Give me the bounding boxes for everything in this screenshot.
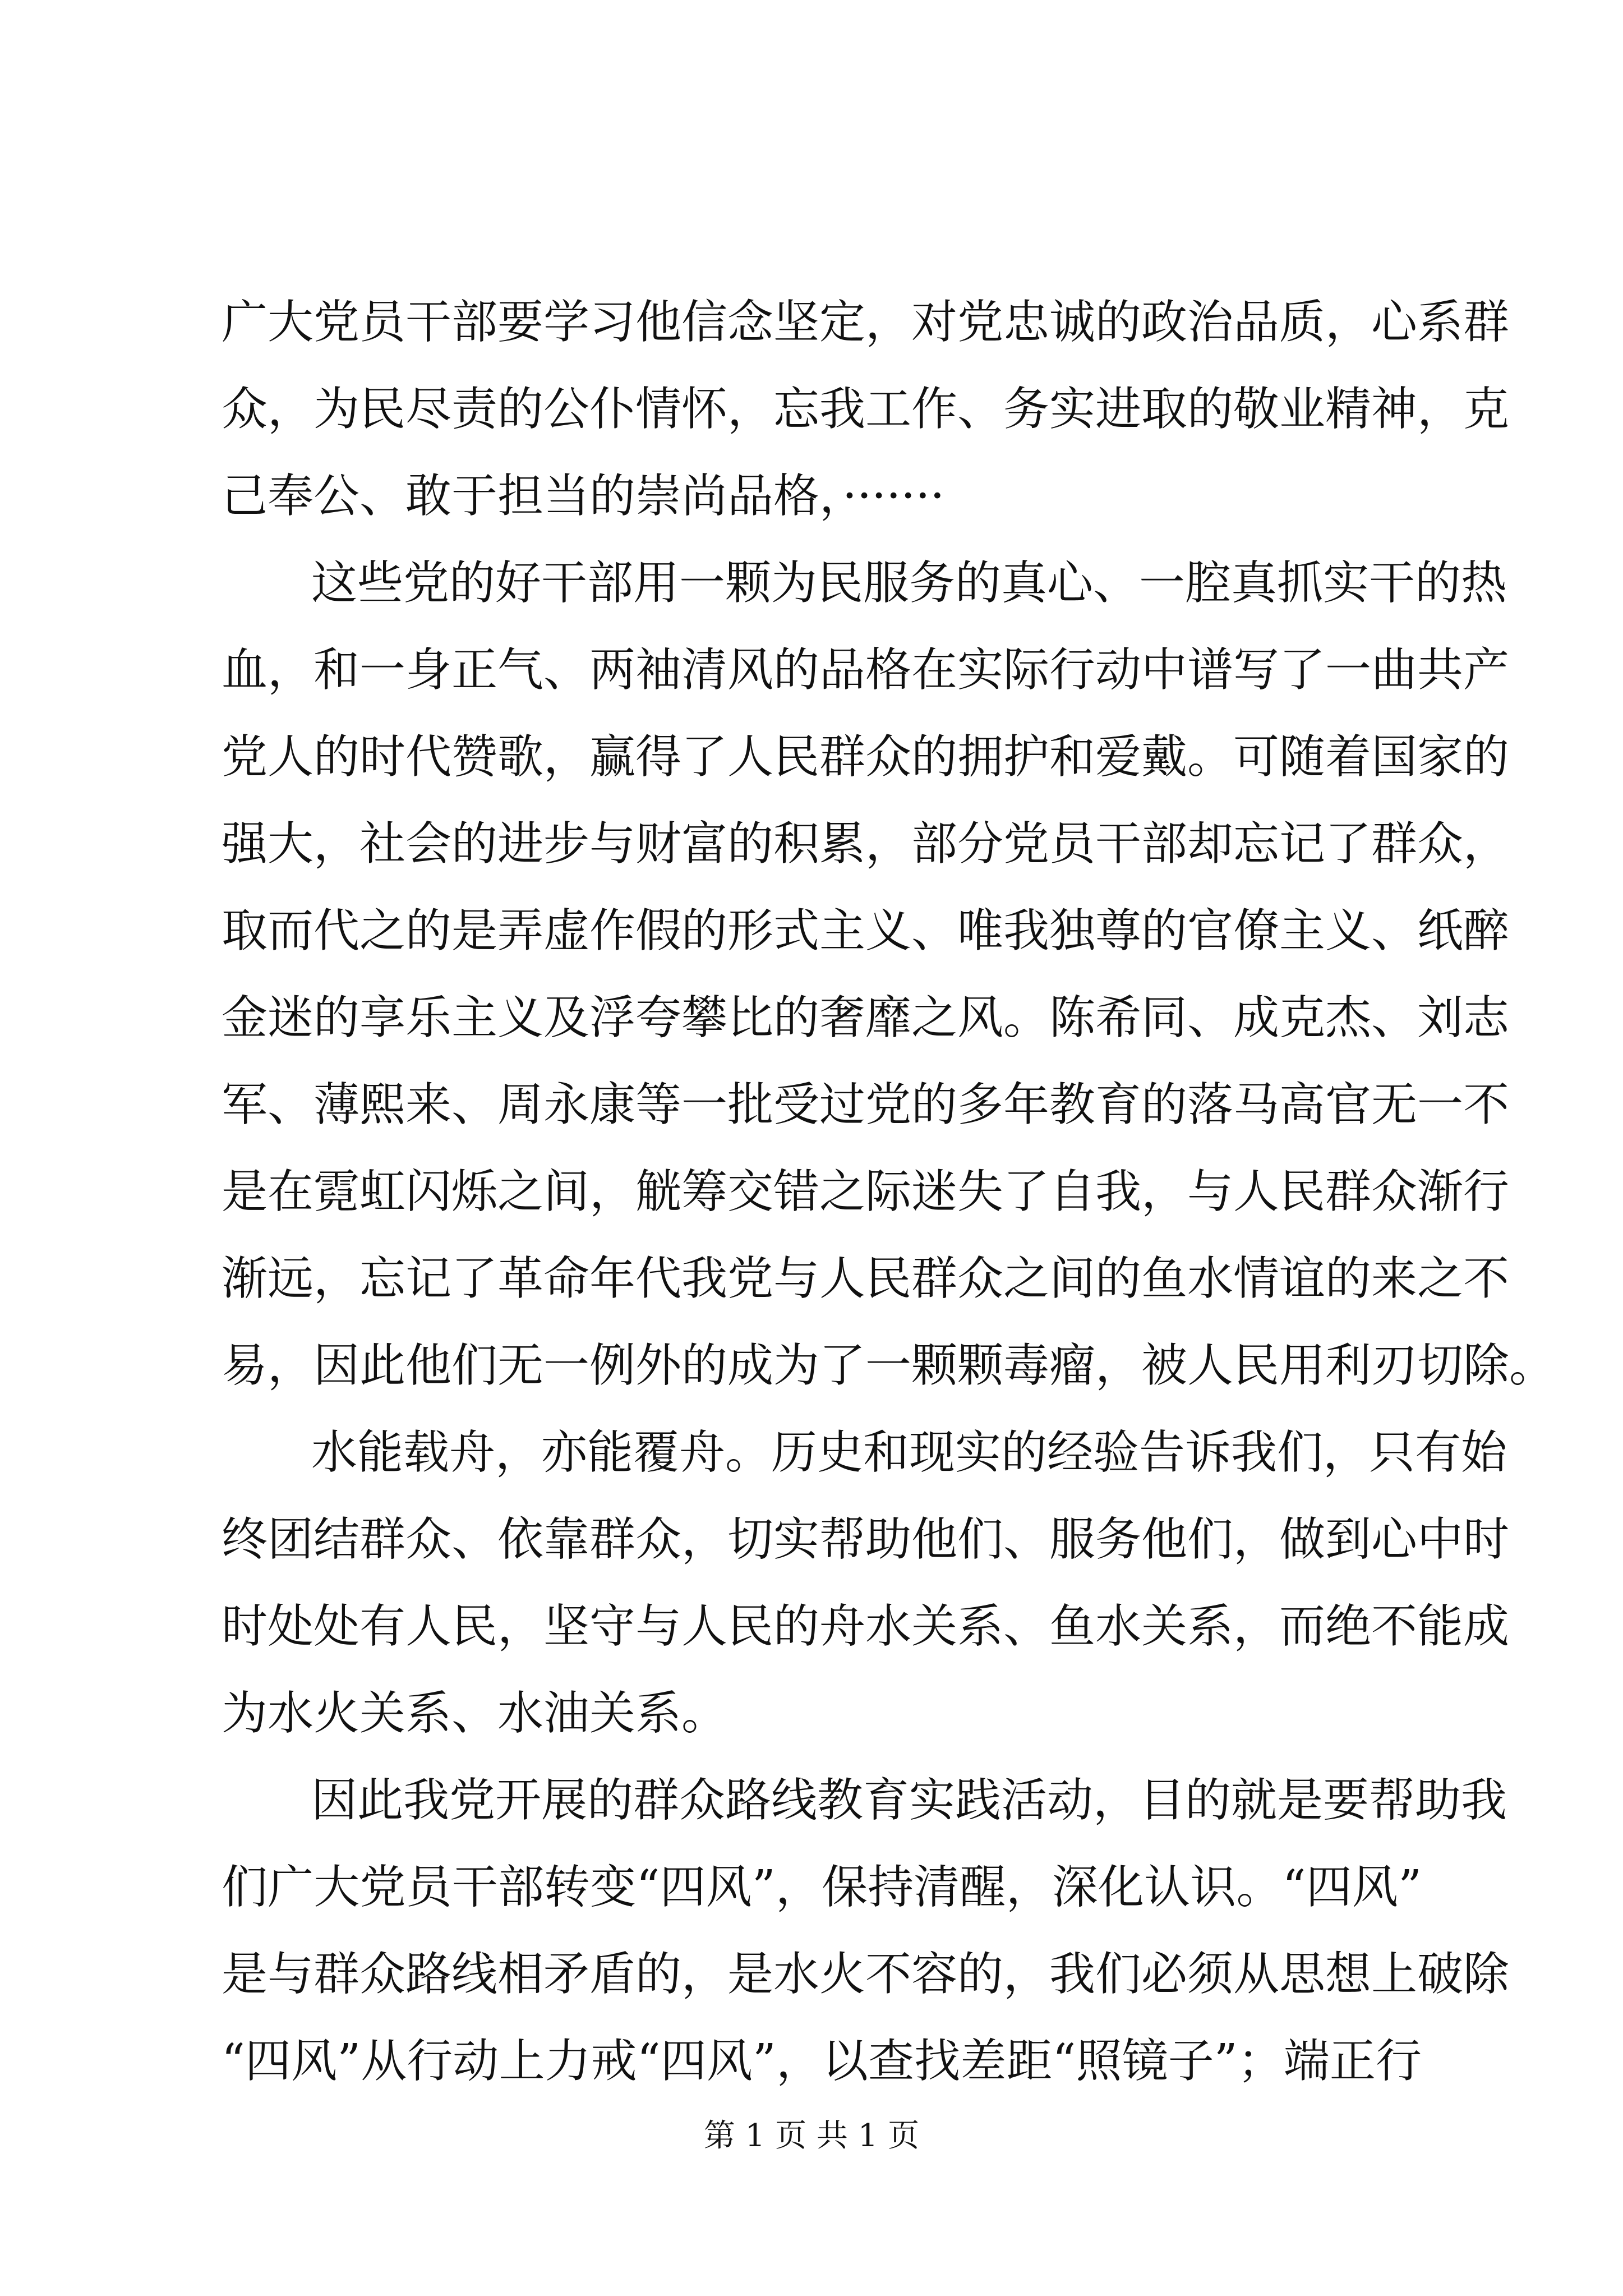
text-line: 们广大党员干部转变“四风”，保持清醒，深化认识。“四风”	[222, 1861, 1422, 1914]
text-line: 党人的时代赞歌，赢得了人民群众的拥护和爱戴。可随着国家的	[222, 730, 1510, 784]
text-line: 因此我党开展的群众路线教育实践活动，目的就是要帮助我	[311, 1774, 1507, 1827]
text-line: 取而代之的是弄虚作假的形式主义、唯我独尊的官僚主义、纸醉	[222, 904, 1510, 958]
text-line: 终团结群众、依靠群众，切实帮助他们、服务他们，做到心中时	[222, 1513, 1510, 1566]
text-line: 易，因此他们无一例外的成为了一颗颗毒瘤，被人民用利刃切除。	[222, 1339, 1556, 1392]
text-line: 金迷的享乐主义及浮夸攀比的奢靡之风。陈希同、成克杰、刘志	[222, 991, 1510, 1045]
text-line: 渐远，忘记了革命年代我党与人民群众之间的鱼水情谊的来之不	[222, 1252, 1510, 1305]
text-line: 己奉公、敢于担当的崇尚品格，·······	[222, 470, 945, 523]
text-line: “四风”从行动上力戒“四风”，以查找差距“照镜子”；端正行	[222, 2035, 1422, 2088]
text-line: 强大，社会的进步与财富的积累，部分党员干部却忘记了群众，	[222, 817, 1510, 871]
text-line: 军、薄熙来、周永康等一批受过党的多年教育的落马高官无一不	[222, 1078, 1510, 1131]
text-line: 血，和一身正气、两袖清风的品格在实际行动中谱写了一曲共产	[222, 643, 1510, 697]
text-line: 这些党的好干部用一颗为民服务的真心、一腔真抓实干的热	[311, 556, 1507, 610]
text-line: 是在霓虹闪烁之间，觥筹交错之际迷失了自我，与人民群众渐行	[222, 1165, 1510, 1218]
page-number-footer: 第 1 页 共 1 页	[703, 2118, 920, 2154]
text-line: 为水火关系、水油关系。	[222, 1687, 728, 1740]
text-line: 是与群众路线相矛盾的，是水火不容的，我们必须从思想上破除	[222, 1948, 1510, 2001]
text-line: 广大党员干部要学习他信念坚定，对党忠诚的政治品质，心系群	[222, 296, 1510, 349]
text-line: 众，为民尽责的公仆情怀，忘我工作、务实进取的敬业精神，克	[222, 383, 1510, 436]
text-line: 水能载舟，亦能覆舟。历史和现实的经验告诉我们，只有始	[311, 1426, 1507, 1479]
text-line: 时处处有人民，坚守与人民的舟水关系、鱼水关系，而绝不能成	[222, 1600, 1510, 1653]
